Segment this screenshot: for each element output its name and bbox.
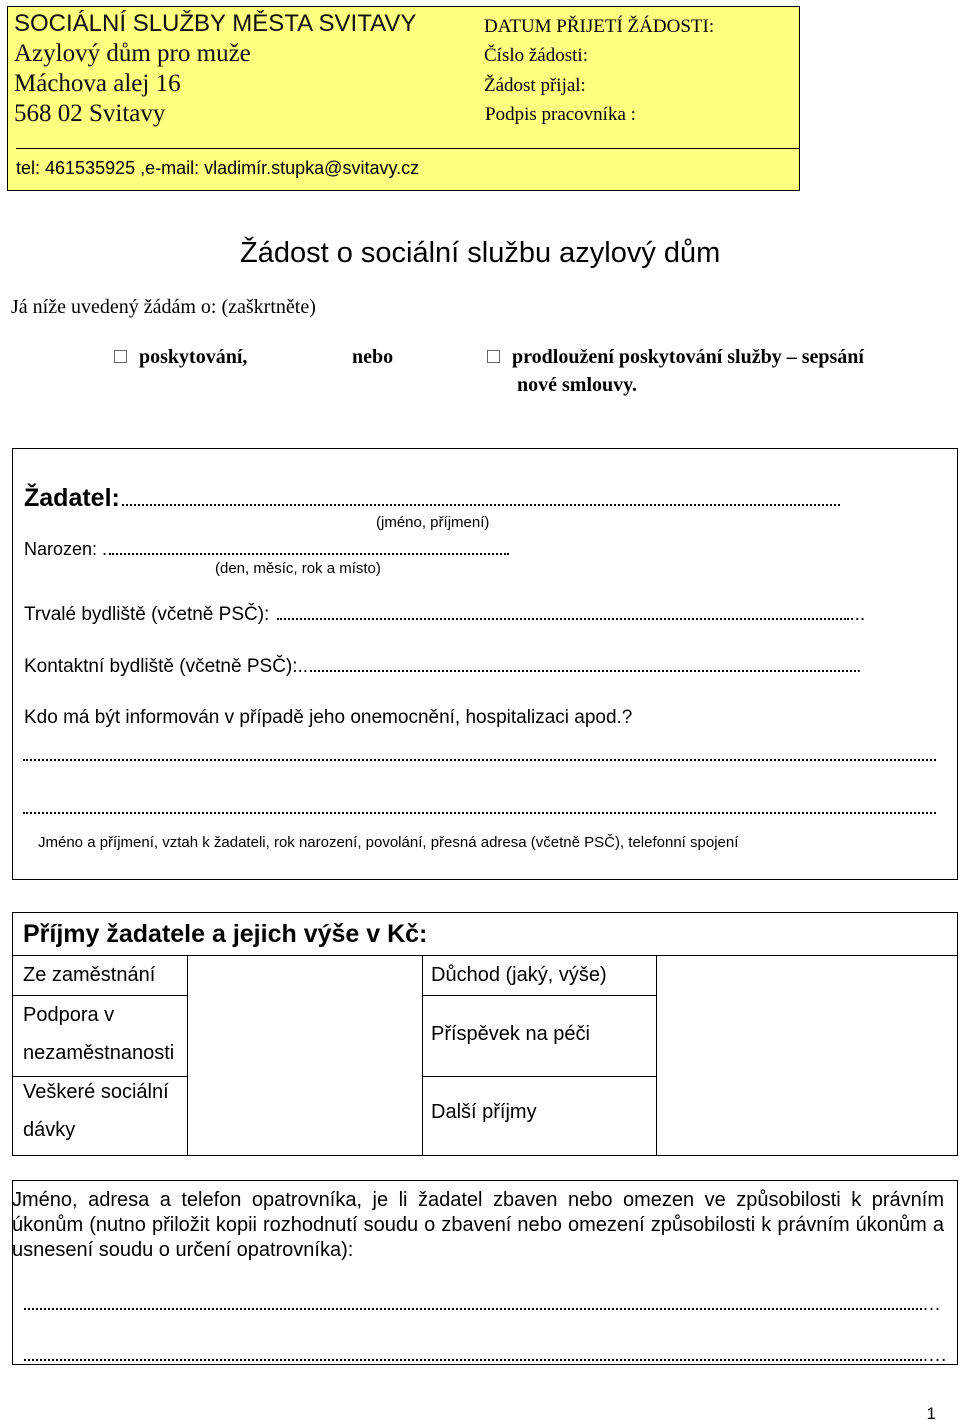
permanent-address-label: Trvalé bydliště (včetně PSČ): ...	[24, 604, 866, 625]
employment-value-field[interactable]	[188, 956, 421, 995]
social-benefits-value-field[interactable]	[188, 1077, 421, 1155]
checkbox-extension[interactable]	[487, 350, 500, 363]
other-income-value-field[interactable]	[657, 1077, 956, 1155]
option-extension[interactable]	[487, 344, 864, 371]
income-title: Příjmy žadatele a jejich výše v Kč:	[23, 920, 428, 948]
option-extension-label: prodloužení poskytování služby – sepsání	[512, 346, 864, 368]
applicant-name-field[interactable]	[122, 504, 840, 506]
request-number-label: Číslo žádosti:	[484, 45, 588, 66]
contact-info: tel: 461535925 ,e-mail: vladimír.stupka@svitavy.cz	[16, 158, 420, 178]
option-connector: nebo	[352, 346, 394, 368]
page-number: 1	[926, 1404, 936, 1423]
form-title: Žádost o sociální službu azylový dům	[240, 237, 721, 269]
applicant-section	[12, 448, 958, 880]
income-care-allowance: Příspěvek na péči	[431, 1023, 590, 1045]
org-subtitle: Azylový dům pro muže	[14, 40, 251, 67]
guardian-line-2[interactable]: ….	[22, 1344, 946, 1368]
income-section	[12, 912, 958, 1156]
born-label: Narozen: .	[24, 537, 509, 561]
contact-address-label: Kontaktní bydliště (včetně PSČ):.. .	[24, 656, 862, 677]
option-extension-label-cont: nové smlouvy.	[517, 374, 638, 396]
header-box	[7, 6, 800, 191]
contact-address-field[interactable]	[310, 670, 856, 672]
income-social-benefits-line2: dávky	[23, 1119, 76, 1141]
guardian-line-1[interactable]: …	[22, 1293, 941, 1317]
income-unemployment-line1: Podpora v	[23, 1004, 115, 1026]
income-employment: Ze zaměstnání	[23, 964, 156, 986]
option-provision[interactable]	[114, 344, 247, 371]
header-divider	[16, 148, 800, 149]
income-grid-line	[422, 1076, 656, 1077]
care-allowance-value-field[interactable]	[657, 996, 956, 1076]
income-grid-line	[422, 995, 656, 996]
emergency-hint: Jméno a příjmení, vztah k žadateli, rok narození, povolání, přesná adresa (včetně PSČ), telefonní spojení	[38, 834, 739, 851]
guardian-section	[12, 1180, 958, 1365]
form-intro: Já níže uvedený žádám o: (zaškrtněte)	[11, 296, 316, 318]
income-pension: Důchod (jaký, výše)	[431, 964, 607, 986]
guardian-text: Jméno, adresa a telefon opatrovníka, je li žadatel zbaven nebo omezen ve způsobilosti k právním úkonům (nutno přiložit kopii rozhodnutí soudu o zbavení nebo omezení způsobilosti k právním úkonům a usnesení soudu o určení opatrovníka):	[12, 1189, 944, 1261]
income-other: Další příjmy	[431, 1101, 537, 1123]
emergency-contact-line-1[interactable]	[23, 759, 936, 761]
received-by-label: Žádost přijal:	[484, 75, 586, 96]
name-hint: (jméno, příjmení)	[376, 514, 490, 531]
pension-value-field[interactable]	[657, 956, 956, 995]
born-hint: (den, měsíc, rok a místo)	[215, 560, 381, 577]
unemployment-value-field[interactable]	[188, 996, 421, 1076]
emergency-contact-line-2[interactable]	[23, 812, 936, 814]
option-provision-label: poskytování,	[139, 346, 248, 368]
received-date-label: DATUM PŘIJETÍ ŽÁDOSTI:	[484, 16, 715, 37]
applicant-label: Žadatel:	[24, 483, 840, 513]
org-city: 568 02 Svitavy	[14, 100, 166, 127]
emergency-question: Kdo má být informován v případě jeho onemocnění, hospitalizaci apod.?	[24, 707, 633, 728]
permanent-address-field[interactable]	[277, 618, 849, 620]
signature-label: Podpis pracovníka :	[485, 104, 636, 125]
born-field[interactable]	[109, 553, 509, 555]
income-unemployment-line2: nezaměstnanosti	[23, 1042, 175, 1064]
org-street: Máchova alej 16	[14, 70, 181, 97]
org-name: SOCIÁLNÍ SLUŽBY MĚSTA SVITAVY	[14, 10, 417, 37]
income-grid-line	[422, 955, 423, 1155]
checkbox-provision[interactable]	[114, 350, 127, 363]
income-social-benefits-line1: Veškeré sociální	[23, 1081, 169, 1103]
